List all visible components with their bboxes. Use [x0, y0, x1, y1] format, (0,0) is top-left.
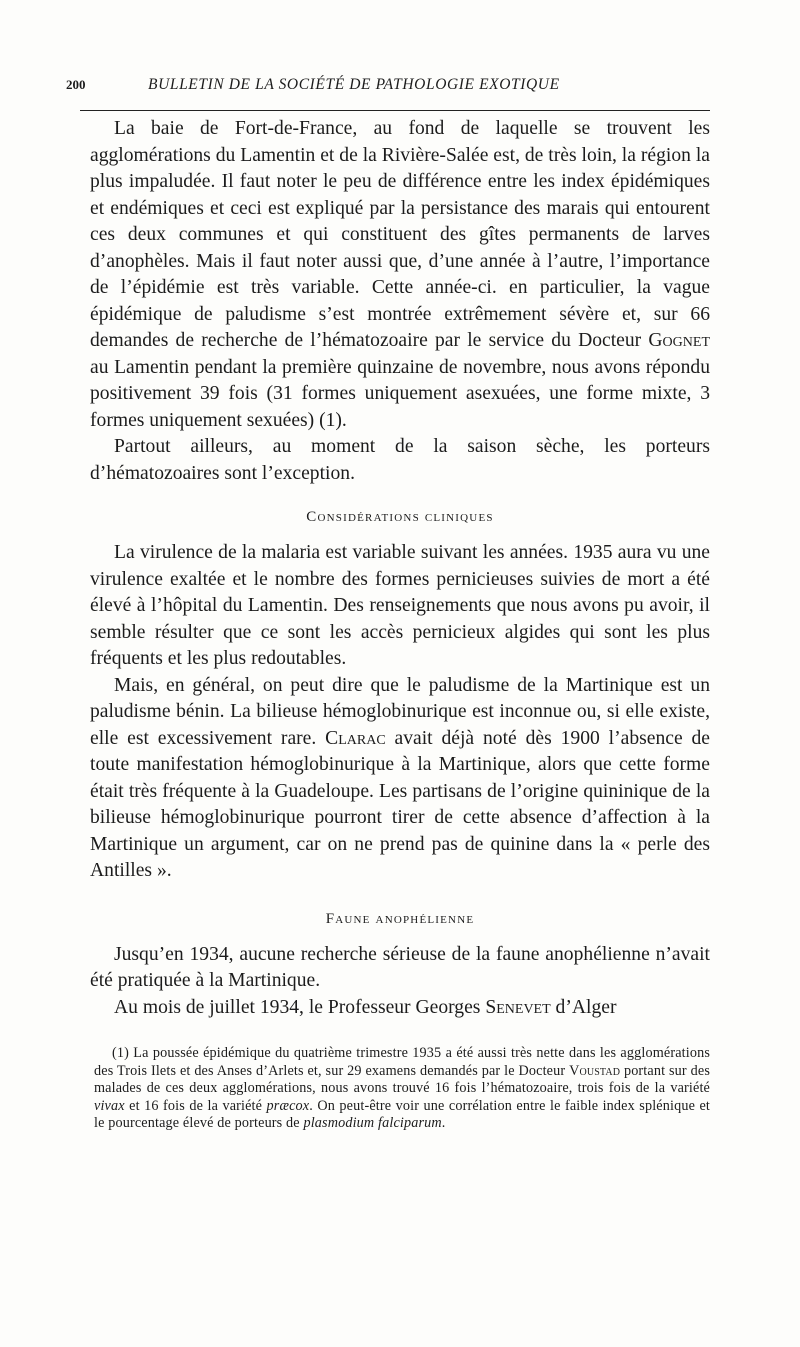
header-rule [80, 110, 710, 111]
author-name-gognet: Gognet [648, 330, 710, 351]
page-number: 200 [66, 77, 86, 92]
species-falciparum: plasmodium falciparum [303, 1115, 442, 1131]
paragraph-3: La virulence de la malaria est variable suivant les années. 1935 aura vu une virulence exaltée et le nombre des formes pernicieuses suivies de mort a été élevé à l’hôpital du Lamentin. Des renseignements que nous avons pu avoir, il semble résulter que ce sont les accès pernicieux algides qui sont les plus fréquents et les plus redoutables. [90, 542, 710, 669]
running-title: BULLETIN DE LA SOCIÉTÉ DE PATHOLOGIE EXOTIQUE [148, 76, 560, 93]
author-name-voustad: Voustad [569, 1062, 621, 1079]
paragraph-5: Jusqu’en 1934, aucune recherche sérieuse de la faune anophélienne n’avait été pratiquée à la Martinique. [90, 943, 710, 991]
body-text [90, 116, 710, 1021]
paragraph-4: Mais, en général, on peut dire que le paludisme de la Martinique est un paludisme bénin. La bilieuse hémoglobinurique est inconnue ou, si elle existe, elle est excessivement rare. Clarac avait déjà noté dès 1900 l’absence de toute manifestation hémoglobinurique à la Martinique, alors que cette forme était très fréquente à la Guadeloupe. Les partisans de l’origine quininique de la bilieuse hémoglobinurique pourront tirer de cette absence d’affection à la Martinique un argument, car on ne prend pas de quinine dans la « perle des Antilles ». [90, 674, 711, 881]
author-name-senevet: Senevet [485, 996, 551, 1018]
footnote-1: (1) La poussée épidémique du quatrième trimestre 1935 a été aussi très nette dans les agglomérations des Trois Ilets et des Anses d’Arlets et, sur 29 examens demandés par le Docteur Voustad portant sur des malades de ces deux agglomérations, nous avons trouvé 16 fois l’hématozoaire, trois fois de la variété vivax et 16 fois de la variété præcox. On peut-être voir une corrélation entre le faible index splénique et le pourcentage élevé de porteurs de plasmodium falciparum. [94, 1045, 710, 1131]
species-vivax: vivax [94, 1097, 125, 1114]
paragraph-1: La baie de Fort-de-France, au fond de laquelle se trouvent les agglomérations du Lamentin et de la Rivière-Salée est, de très loin, la région la plus impaludée. Il faut noter le peu de différence entre les index épidémiques et endémiques et ceci est expliqué par la persistance des marais qui entourent ces deux communes et qui constituent des gîtes permanents de larves d’anophèles. Mais il faut noter aussi que, d’une année à l’autre, l’importance de l’épidémie est très variable. Cette année-ci. en particulier, la vague épidémique de paludisme s’est montrée extrêmement sévère et, sur 66 demandes de recherche de l’hématozoaire par le service du Docteur Gognet au Lamentin pendant la première quinzaine de novembre, nous avons répondu positivement 39 fois (31 formes uniquement asexuées, une forme mixte, 3 formes uniquement sexuées) (1). [90, 118, 710, 431]
author-name-clarac: Clarac [325, 727, 386, 749]
page-body [66, 116, 710, 1133]
paragraph-6: Au mois de juillet 1934, le Professeur Georges Senevet d’Alger [114, 996, 617, 1018]
section-heading-fauna: Faune anophélienne [325, 910, 475, 927]
page-header [66, 76, 710, 102]
footnotes [94, 1045, 710, 1133]
section-heading-clinical: Considérations cliniques [306, 509, 494, 525]
document-page [66, 76, 710, 102]
species-praecox: præcox [266, 1097, 310, 1114]
paragraph-2: Partout ailleurs, au moment de la saison sèche, les porteurs d’hématozoaires sont l’exception. [90, 436, 710, 484]
